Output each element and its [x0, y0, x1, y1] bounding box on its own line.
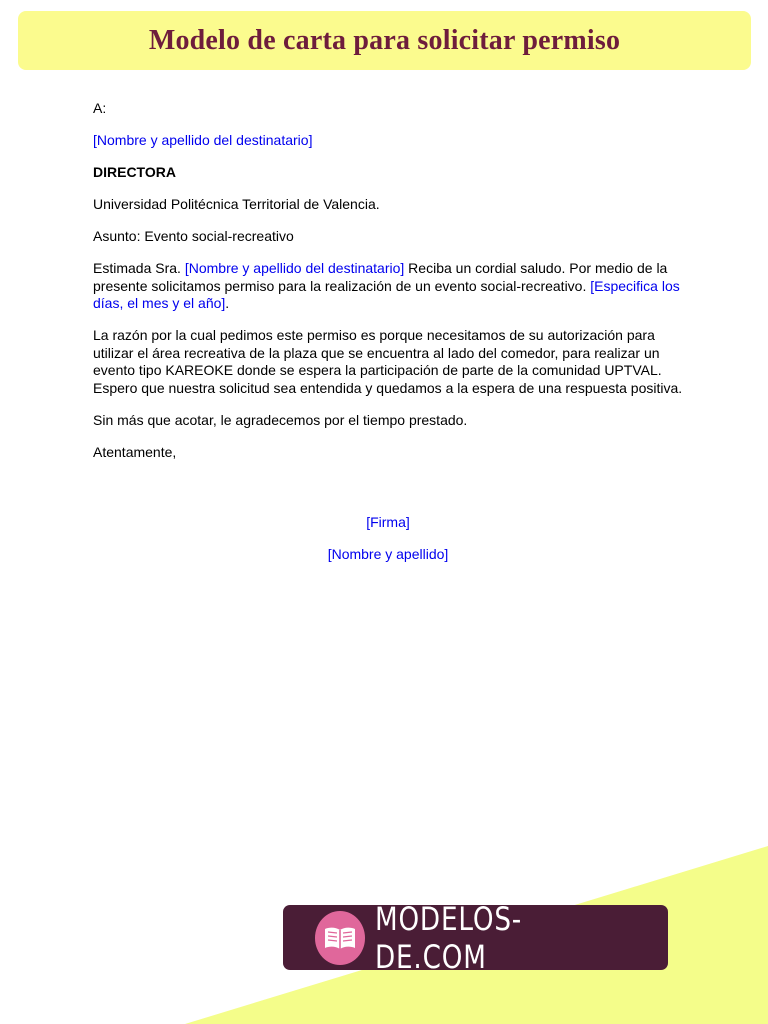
closing-thanks: Sin más que acotar, le agradecemos por el tiempo prestado.: [93, 411, 468, 428]
greeting-rest: Reciba un cordial saludo. Por medio de la presente solicitamos permiso para la realización de un evento social-recreativo.: [93, 260, 668, 294]
to-label: A:: [93, 100, 107, 116]
open-book-icon: [323, 925, 357, 951]
subject-line: Asunto: Evento social-recreativo: [93, 228, 294, 244]
logo-text: MODELOS-DE.COM: [375, 899, 523, 976]
sign-off: Atentamente,: [93, 443, 177, 460]
logo-circle: [315, 911, 365, 965]
dates-end: .: [225, 295, 230, 311]
title-banner: [18, 11, 751, 70]
site-logo: [283, 899, 668, 976]
signature-gap: [93, 476, 683, 514]
name-placeholder: [Nombre y apellido]: [327, 545, 449, 562]
greeting-paragraph: [93, 260, 683, 313]
greeting-placeholder: [Nombre y apellido del destinatario]: [184, 260, 405, 276]
signature-placeholder: [Firma]: [366, 513, 410, 530]
page-title: Modelo de carta para solicitar permiso: [148, 24, 621, 56]
dates-placeholder: [Especifica los días, el mes y el año]: [93, 277, 680, 311]
recipient-placeholder: [Nombre y apellido del destinatario]: [93, 132, 313, 148]
recipient-role: DIRECTORA: [93, 164, 176, 180]
institution: Universidad Politécnica Territorial de Valencia.: [93, 196, 380, 212]
reason-paragraph: La razón por la cual pedimos este permiso es porque necesitamos de su autorización para utilizar el área recreativa de la plaza que se encuentra al lado del comedor, para realizar un evento tipo KAREOKE donde se espera la participación de parte de la comunidad UPTVAL. Espero que nuestra solicitud sea entendida y quedamos a la espera de una respuesta positiva.: [93, 327, 683, 396]
greeting-text: Estimada Sra.: [93, 260, 185, 276]
letter-body: [93, 100, 683, 578]
